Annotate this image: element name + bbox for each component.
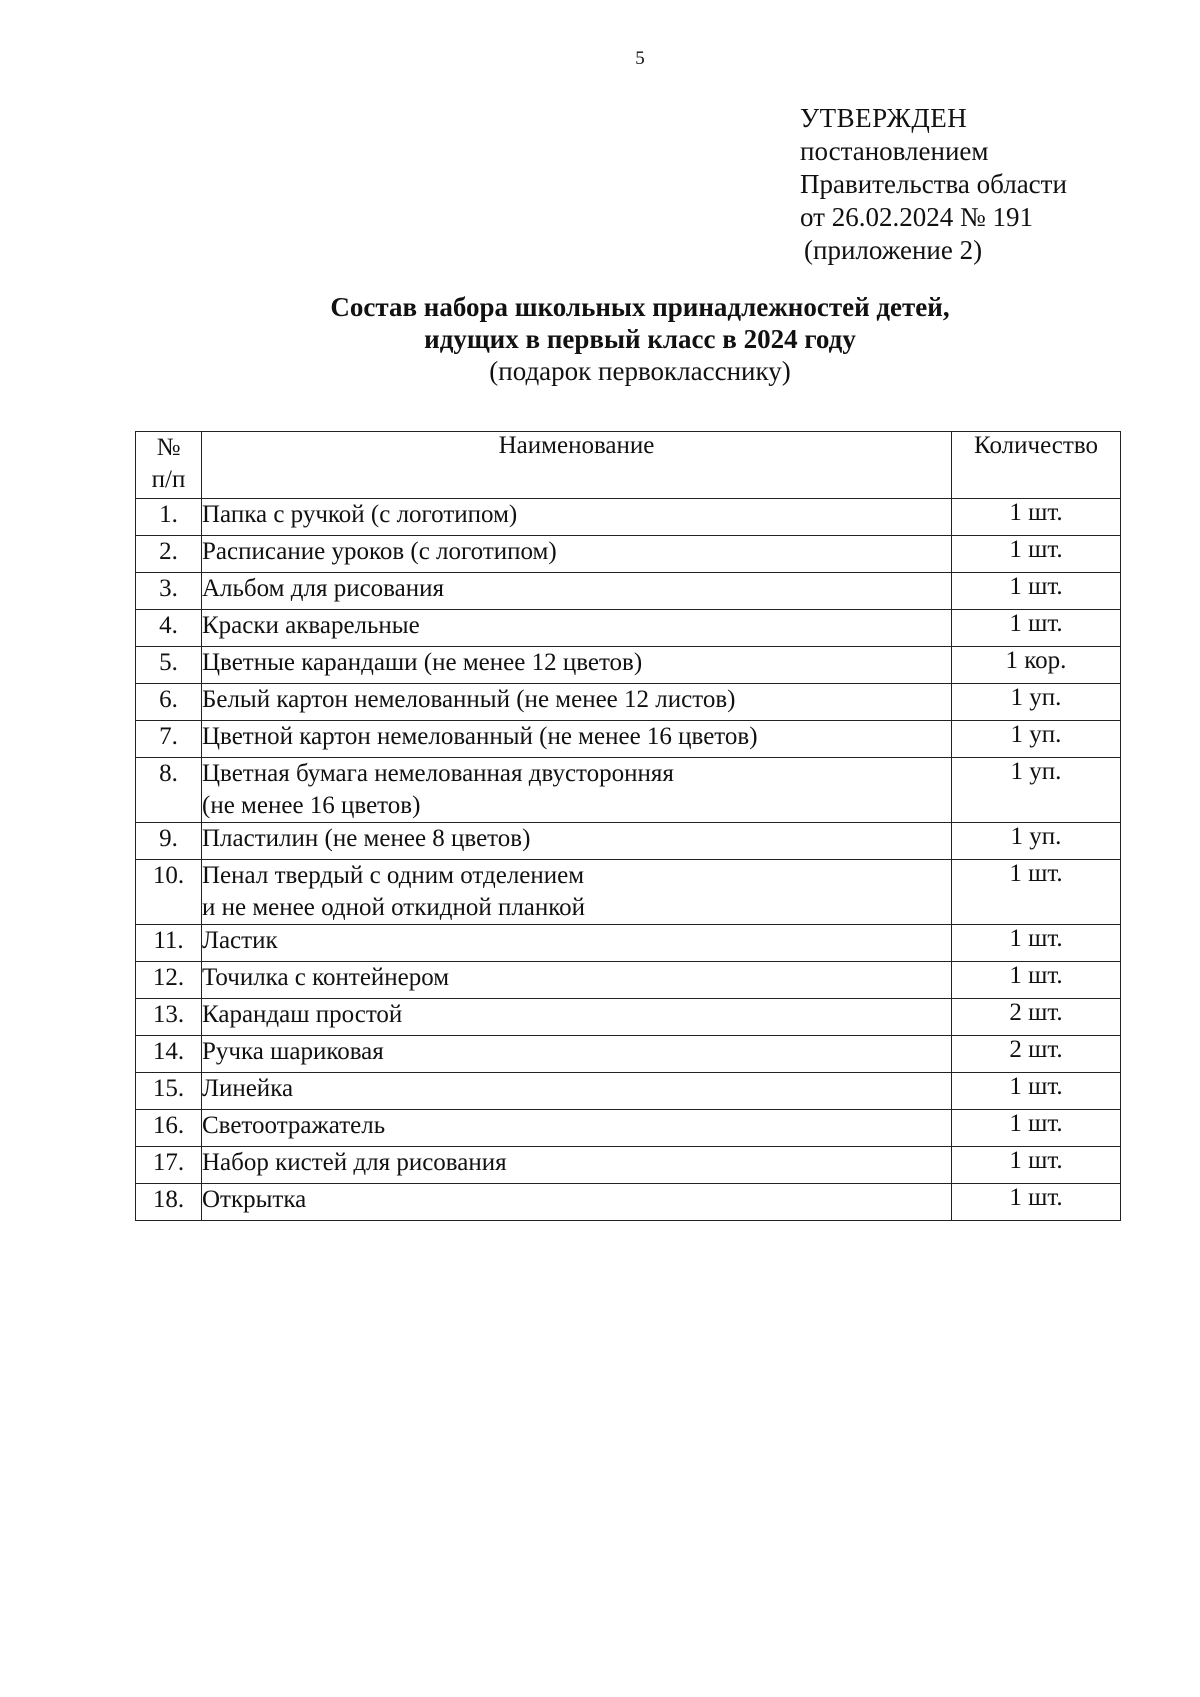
- table-row: [136, 721, 1121, 758]
- row-name-line: Папка с ручкой (с логотипом): [202, 501, 518, 528]
- row-number: 5.: [136, 647, 202, 684]
- approval-line-1: УТВЕРЖДЕН: [800, 103, 968, 133]
- row-name-line: (не менее 16 цветов): [202, 792, 421, 819]
- header-number-line-2: п/п: [151, 466, 186, 493]
- row-quantity: 1 шт.: [952, 1073, 1121, 1110]
- row-name: [202, 823, 952, 860]
- row-name-line: Расписание уроков (с логотипом): [202, 538, 557, 565]
- row-name-line: Светоотражатель: [202, 1112, 386, 1139]
- table-header-row: [136, 432, 1121, 499]
- row-name-line: Краски акварельные: [202, 612, 420, 639]
- row-number: 6.: [136, 684, 202, 721]
- approval-line-5: (приложение 2): [804, 235, 983, 265]
- row-name: [202, 1073, 952, 1110]
- table-row: [136, 573, 1121, 610]
- row-name: [202, 860, 952, 925]
- document-title: [0, 291, 1200, 387]
- header-quantity: Количество: [952, 432, 1121, 499]
- row-name: [202, 1110, 952, 1147]
- table-row: [136, 647, 1121, 684]
- header-name: Наименование: [202, 432, 952, 499]
- row-name-line: Цветная бумага немелованная двусторонняя: [202, 760, 674, 787]
- row-quantity: 1 шт.: [952, 536, 1121, 573]
- table-row: [136, 1073, 1121, 1110]
- table-row: [136, 610, 1121, 647]
- row-name-line: Точилка с контейнером: [202, 964, 450, 991]
- row-quantity: 1 шт.: [952, 925, 1121, 962]
- row-number: 13.: [136, 999, 202, 1036]
- table-row: [136, 758, 1121, 823]
- row-name-line: Ручка шариковая: [202, 1038, 384, 1065]
- row-number: 15.: [136, 1073, 202, 1110]
- table-row: [136, 925, 1121, 962]
- items-table: [135, 431, 1121, 1221]
- row-name: [202, 536, 952, 573]
- row-quantity: 1 шт.: [952, 860, 1121, 925]
- page-number: 5: [635, 48, 645, 69]
- row-name: [202, 1036, 952, 1073]
- table-row: [136, 1184, 1121, 1221]
- row-number: 17.: [136, 1147, 202, 1184]
- row-name: [202, 999, 952, 1036]
- table-row: [136, 499, 1121, 536]
- approval-line-3: Правительства области: [800, 169, 1067, 199]
- row-quantity: 1 шт.: [952, 1147, 1121, 1184]
- header-number: [136, 432, 202, 499]
- row-name: [202, 925, 952, 962]
- approval-line-2: постановлением: [800, 136, 989, 166]
- row-quantity: 1 шт.: [952, 573, 1121, 610]
- row-name-line: Линейка: [202, 1075, 294, 1102]
- row-name: [202, 647, 952, 684]
- row-number: 3.: [136, 573, 202, 610]
- row-quantity: 1 уп.: [952, 823, 1121, 860]
- row-quantity: 1 шт.: [952, 962, 1121, 999]
- table-row: [136, 536, 1121, 573]
- row-number: 2.: [136, 536, 202, 573]
- table-row: [136, 1036, 1121, 1073]
- row-name: [202, 962, 952, 999]
- title-line-2: идущих в первый класс в 2024 году: [424, 324, 856, 354]
- row-quantity: 2 шт.: [952, 1036, 1121, 1073]
- row-number: 14.: [136, 1036, 202, 1073]
- row-number: 9.: [136, 823, 202, 860]
- table-row: [136, 823, 1121, 860]
- row-name-line: Пенал твердый с одним отделением: [202, 862, 585, 889]
- row-name-line: Цветные карандаши (не менее 12 цветов): [202, 649, 643, 676]
- row-name: [202, 684, 952, 721]
- table-row: [136, 684, 1121, 721]
- row-number: 10.: [136, 860, 202, 925]
- row-name-line: Карандаш простой: [202, 1001, 403, 1028]
- row-number: 11.: [136, 925, 202, 962]
- approval-line-4: от 26.02.2024 № 191: [800, 202, 1033, 232]
- row-quantity: 1 уп.: [952, 684, 1121, 721]
- table-row: [136, 1110, 1121, 1147]
- row-name: [202, 610, 952, 647]
- row-quantity: 1 шт.: [952, 499, 1121, 536]
- row-quantity: 1 шт.: [952, 1110, 1121, 1147]
- row-name: [202, 1184, 952, 1221]
- row-quantity: 1 шт.: [952, 610, 1121, 647]
- row-number: 12.: [136, 962, 202, 999]
- row-quantity: 1 кор.: [952, 647, 1121, 684]
- title-subtitle: (подарок первокласснику): [489, 356, 791, 386]
- row-number: 7.: [136, 721, 202, 758]
- row-number: 18.: [136, 1184, 202, 1221]
- row-number: 8.: [136, 758, 202, 823]
- row-name-line: Пластилин (не менее 8 цветов): [202, 825, 531, 852]
- row-name-line: Альбом для рисования: [202, 575, 444, 602]
- row-name-line: Белый картон немелованный (не менее 12 листов): [202, 686, 736, 713]
- table-row: [136, 1147, 1121, 1184]
- row-number: 4.: [136, 610, 202, 647]
- header-number-line-1: №: [156, 434, 181, 461]
- row-quantity: 1 уп.: [952, 758, 1121, 823]
- table-row: [136, 962, 1121, 999]
- row-name-line: Набор кистей для рисования: [202, 1149, 507, 1176]
- row-quantity: 1 шт.: [952, 1184, 1121, 1221]
- table-row: [136, 860, 1121, 925]
- row-name-line: Открытка: [202, 1186, 307, 1213]
- row-number: 16.: [136, 1110, 202, 1147]
- approval-block: [800, 102, 1067, 267]
- row-quantity: 2 шт.: [952, 999, 1121, 1036]
- row-name: [202, 1147, 952, 1184]
- title-line-1: Состав набора школьных принадлежностей детей,: [330, 292, 950, 322]
- row-name: [202, 758, 952, 823]
- row-name: [202, 499, 952, 536]
- row-number: 1.: [136, 499, 202, 536]
- row-name: [202, 573, 952, 610]
- row-name-line: Ластик: [202, 927, 278, 954]
- row-name-line: Цветной картон немелованный (не менее 16 цветов): [202, 723, 758, 750]
- row-quantity: 1 уп.: [952, 721, 1121, 758]
- row-name-line: и не менее одной откидной планкой: [202, 894, 586, 921]
- table-row: [136, 999, 1121, 1036]
- row-name: [202, 721, 952, 758]
